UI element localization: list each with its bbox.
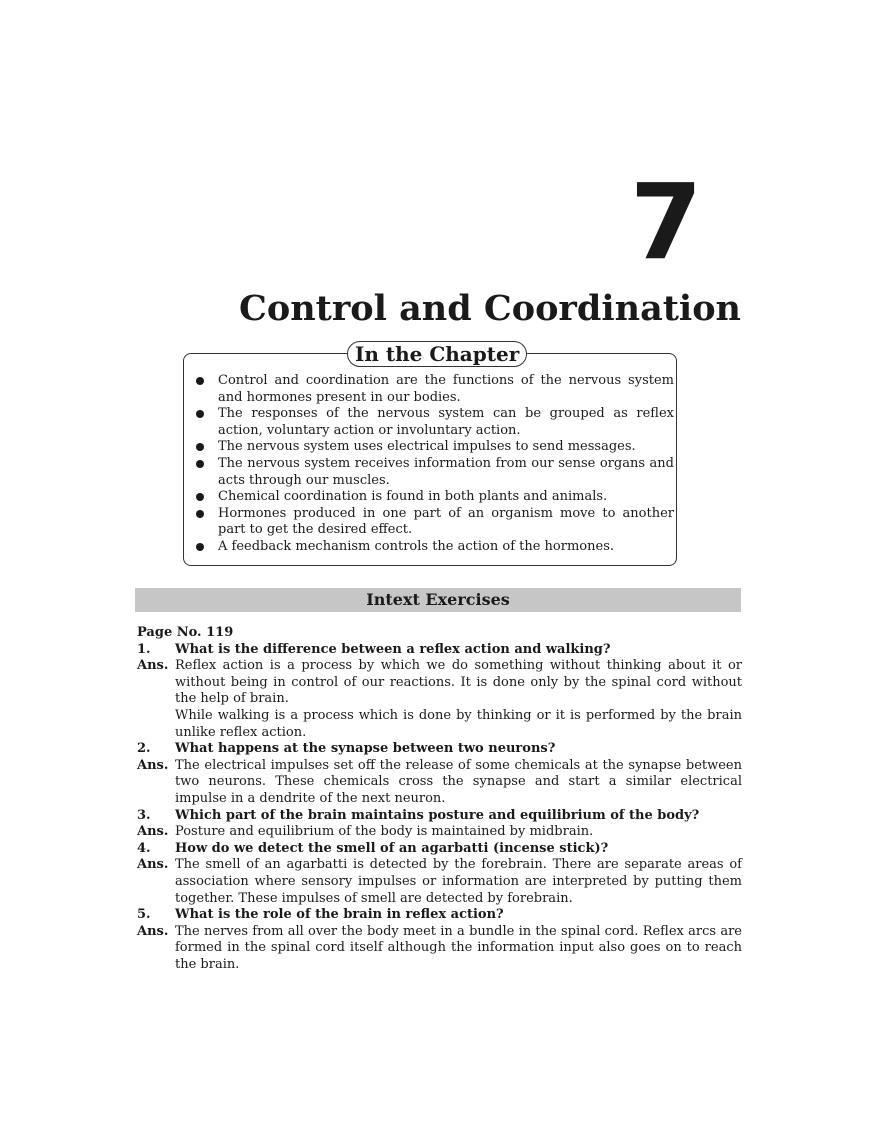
question-number: 1. bbox=[137, 641, 151, 657]
question-number: 2. bbox=[137, 741, 151, 757]
in-the-chapter-box bbox=[183, 342, 677, 566]
answer-row bbox=[137, 824, 742, 841]
answer-text: Reflex action is a process by which we do something without thinking about it or without being in control of our reactions. It is done only by the spinal cord without the help of brain. bbox=[175, 658, 742, 707]
bullet-dot-icon bbox=[196, 410, 204, 418]
chapter-title: Control and Coordination bbox=[239, 288, 741, 329]
answer-text: The electrical impulses set off the release of some chemicals at the synapse between two neurons. These chemicals cross the synapse and start a similar electrical impulse in a dendrite of the next neuron. bbox=[175, 757, 742, 806]
summary-bullet-text: The responses of the nervous system can be grouped as reflex action, voluntary action or involuntary action. bbox=[218, 406, 674, 438]
answer-label: Ans. bbox=[137, 824, 169, 840]
bullet-dot-icon bbox=[196, 460, 204, 468]
question-row bbox=[137, 808, 742, 825]
bullet-dot-icon bbox=[196, 543, 204, 551]
summary-bullet-text: Hormones produced in one part of an organism move to another part to get the desired effect. bbox=[218, 505, 674, 538]
question-text: How do we detect the smell of an agarbatti (incense stick)? bbox=[175, 840, 609, 856]
summary-bullet bbox=[196, 506, 674, 539]
answer-text: Posture and equilibrium of the body is maintained by midbrain. bbox=[175, 824, 594, 840]
summary-bullet-text: Control and coordination are the functions of the nervous system and hormones present in our bodies. bbox=[218, 373, 674, 405]
answer-text: The nerves from all over the body meet in a bundle in the spinal cord. Reflex arcs are formed in the spinal cord itself although the information input also goes on to reach the brain. bbox=[175, 923, 742, 972]
answer-text: While walking is a process which is done by thinking or it is performed by the brain unlike reflex action. bbox=[175, 707, 742, 740]
summary-bullet-text: The nervous system uses electrical impulses to send messages. bbox=[218, 439, 636, 455]
answer-row bbox=[137, 658, 742, 708]
summary-bullet bbox=[196, 439, 674, 456]
question-number: 4. bbox=[137, 840, 151, 856]
answer-row bbox=[137, 857, 742, 907]
summary-bullet bbox=[196, 539, 674, 556]
intext-exercises bbox=[137, 625, 742, 973]
summary-bullet bbox=[196, 489, 674, 506]
summary-bullet-text: A feedback mechanism controls the action of the hormones. bbox=[218, 538, 614, 554]
bullet-dot-icon bbox=[196, 377, 204, 385]
chapter-summary-list bbox=[196, 373, 674, 556]
summary-bullet bbox=[196, 373, 674, 406]
question-row bbox=[137, 841, 742, 858]
answer-row bbox=[137, 758, 742, 808]
answer-continuation bbox=[137, 708, 742, 741]
question-text: What is the role of the brain in reflex action? bbox=[175, 907, 504, 923]
intext-exercises-heading: Intext Exercises bbox=[135, 588, 741, 612]
bullet-dot-icon bbox=[196, 443, 204, 451]
summary-bullet-text: The nervous system receives information from our sense organs and acts through our muscles. bbox=[218, 455, 674, 488]
question-text: Which part of the brain maintains posture and equilibrium of the body? bbox=[175, 807, 700, 823]
bullet-dot-icon bbox=[196, 510, 204, 518]
summary-bullet-text: Chemical coordination is found in both plants and animals. bbox=[218, 489, 608, 505]
answer-label: Ans. bbox=[137, 757, 169, 773]
question-row bbox=[137, 907, 742, 924]
question-number: 3. bbox=[137, 807, 151, 823]
question-text: What is the difference between a reflex action and walking? bbox=[175, 641, 611, 657]
answer-row bbox=[137, 924, 742, 974]
answer-label: Ans. bbox=[137, 658, 169, 674]
question-row bbox=[137, 642, 742, 659]
in-the-chapter-heading: In the Chapter bbox=[347, 341, 527, 367]
answer-label: Ans. bbox=[137, 857, 169, 873]
question-number: 5. bbox=[137, 907, 151, 923]
summary-bullet bbox=[196, 456, 674, 489]
page-number-label: Page No. 119 bbox=[137, 625, 234, 640]
chapter-number: 7 bbox=[630, 161, 703, 283]
bullet-dot-icon bbox=[196, 493, 204, 501]
question-row bbox=[137, 741, 742, 758]
answer-label: Ans. bbox=[137, 923, 169, 939]
summary-bullet bbox=[196, 406, 674, 439]
question-text: What happens at the synapse between two neurons? bbox=[175, 741, 556, 757]
answer-text: The smell of an agarbatti is detected by the forebrain. There are separate areas of association where sensory impulses or information are interpreted by putting them together. These impulses of smell are detected by forebrain. bbox=[175, 857, 742, 906]
